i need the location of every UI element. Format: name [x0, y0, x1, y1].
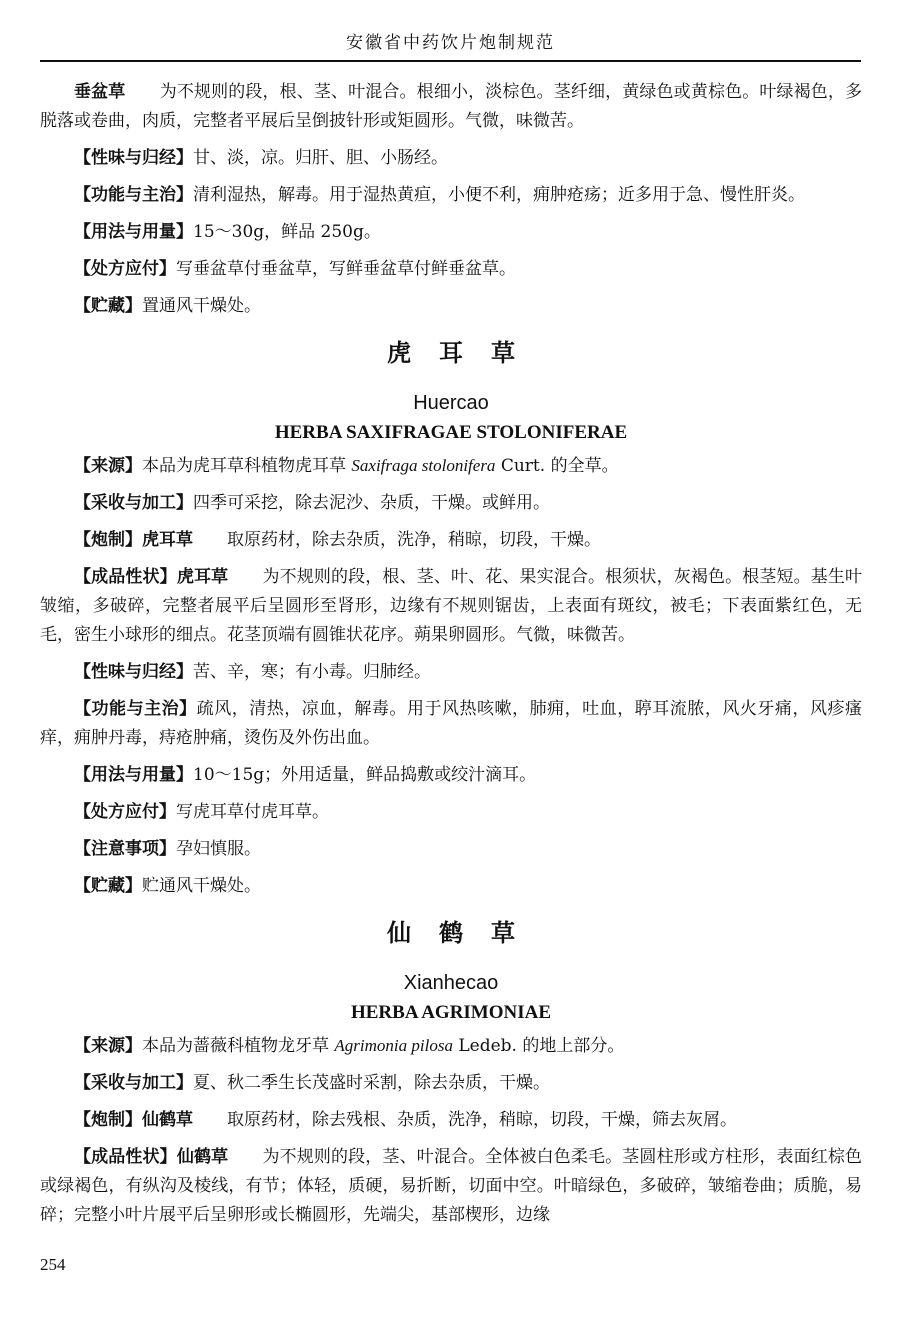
- prev-prescription: 【处方应付】写垂盆草付垂盆草，写鲜垂盆草付鲜垂盆草。: [74, 259, 516, 279]
- monograph-title: 仙鹤草: [387, 919, 543, 947]
- monograph-title: 虎耳草: [387, 339, 543, 367]
- processing: 【炮制】虎耳草 取原药材，除去杂质，洗净，稍晾，切段，干燥。: [74, 530, 601, 550]
- usage: 【用法与用量】10～15g；外用适量，鲜品捣敷或绞汁滴耳。: [74, 765, 537, 785]
- running-head: 安徽省中药饮片炮制规范: [346, 33, 555, 53]
- page-number: 254: [40, 1255, 66, 1274]
- species-name: Saxifraga stolonifera: [351, 456, 496, 475]
- prev-character: 垂盆草 为不规则的段，根、茎、叶混合。根细小，淡棕色。茎纤细，黄绿色或黄棕色。叶绿褐色，多脱落或卷曲，肉质，完整者平展后呈倒披针形或矩圆形。气微，味微苦。: [40, 82, 863, 131]
- harvest: 【采收与加工】四季可采挖，除去泥沙、杂质，干燥。或鲜用。: [74, 493, 550, 513]
- prev-usage: 【用法与用量】15～30g，鲜品 250g。: [74, 222, 381, 242]
- monograph-latin-name: HERBA AGRIMONIAE: [350, 1002, 552, 1023]
- header-rule: [40, 60, 861, 62]
- monograph-pinyin: Huercao: [413, 392, 489, 414]
- monograph-pinyin: Xianhecao: [403, 972, 499, 994]
- prev-entry: [40, 78, 862, 321]
- prev-storage: 【贮藏】置通风干燥处。: [74, 296, 261, 316]
- processing: 【炮制】仙鹤草 取原药材，除去残根、杂质，洗净，稍晾，切段，干燥，筛去灰屑。: [74, 1110, 737, 1130]
- caution: 【注意事项】孕妇慎服。: [74, 839, 261, 859]
- monograph-latin-name: HERBA SAXIFRAGAE STOLONIFERAE: [274, 422, 628, 443]
- flavor: 【性味与归经】苦、辛，寒；有小毒。归肺经。: [74, 662, 431, 682]
- storage: 【贮藏】贮通风干燥处。: [74, 876, 261, 896]
- prev-entry-name: 垂盆草: [74, 82, 126, 102]
- character: 【成品性状】仙鹤草 为不规则的段，茎、叶混合。全体被白色柔毛。茎圆柱形或方柱形，表面红棕色或绿褐色，有纵沟及棱线，有节；体轻，质硬，易折断，切面中空。叶暗绿色，多破碎，皱缩卷曲；质脆，易碎；完整小叶片展平后呈卵形或长椭圆形，先端尖，基部楔形，边缘: [40, 1147, 863, 1225]
- harvest: 【采收与加工】夏、秋二季生长茂盛时采割，除去杂质，干燥。: [74, 1073, 550, 1093]
- page-content: [40, 78, 862, 1238]
- prev-flavor: 【性味与归经】甘、淡，凉。归肝、胆、小肠经。: [74, 148, 448, 168]
- prev-function: 【功能与主治】清利湿热，解毒。用于湿热黄疸，小便不利，痈肿疮疡；近多用于急、慢性肝炎。: [74, 185, 805, 205]
- prescription: 【处方应付】写虎耳草付虎耳草。: [74, 802, 329, 822]
- monograph-xianhecao: [40, 915, 862, 1230]
- function: 【功能与主治】疏风，清热，凉血，解毒。用于风热咳嗽，肺痈，吐血，聤耳流脓，风火牙痛，风疹瘙痒，痈肿丹毒，痔疮肿痛，烫伤及外伤出血。: [40, 699, 863, 748]
- source: 【来源】本品为蔷薇科植物龙牙草 Agrimonia pilosa Ledeb. 的地上部分。: [74, 1036, 625, 1056]
- character: 【成品性状】虎耳草 为不规则的段，根、茎、叶、花、果实混合。根须状，灰褐色。根茎短。基生叶皱缩，多破碎，完整者展平后呈圆形至肾形，边缘有不规则锯齿，上表面有斑纹，被毛；下表面紫红色，无毛，密生小球形的细点。花茎顶端有圆锥状花序。蒴果卵圆形。气微，味微苦。: [40, 567, 863, 645]
- source: 【来源】本品为虎耳草科植物虎耳草 Saxifraga stolonifera Curt. 的全草。: [74, 456, 619, 476]
- species-name: Agrimonia pilosa: [334, 1036, 453, 1055]
- monograph-huercao: [40, 335, 862, 901]
